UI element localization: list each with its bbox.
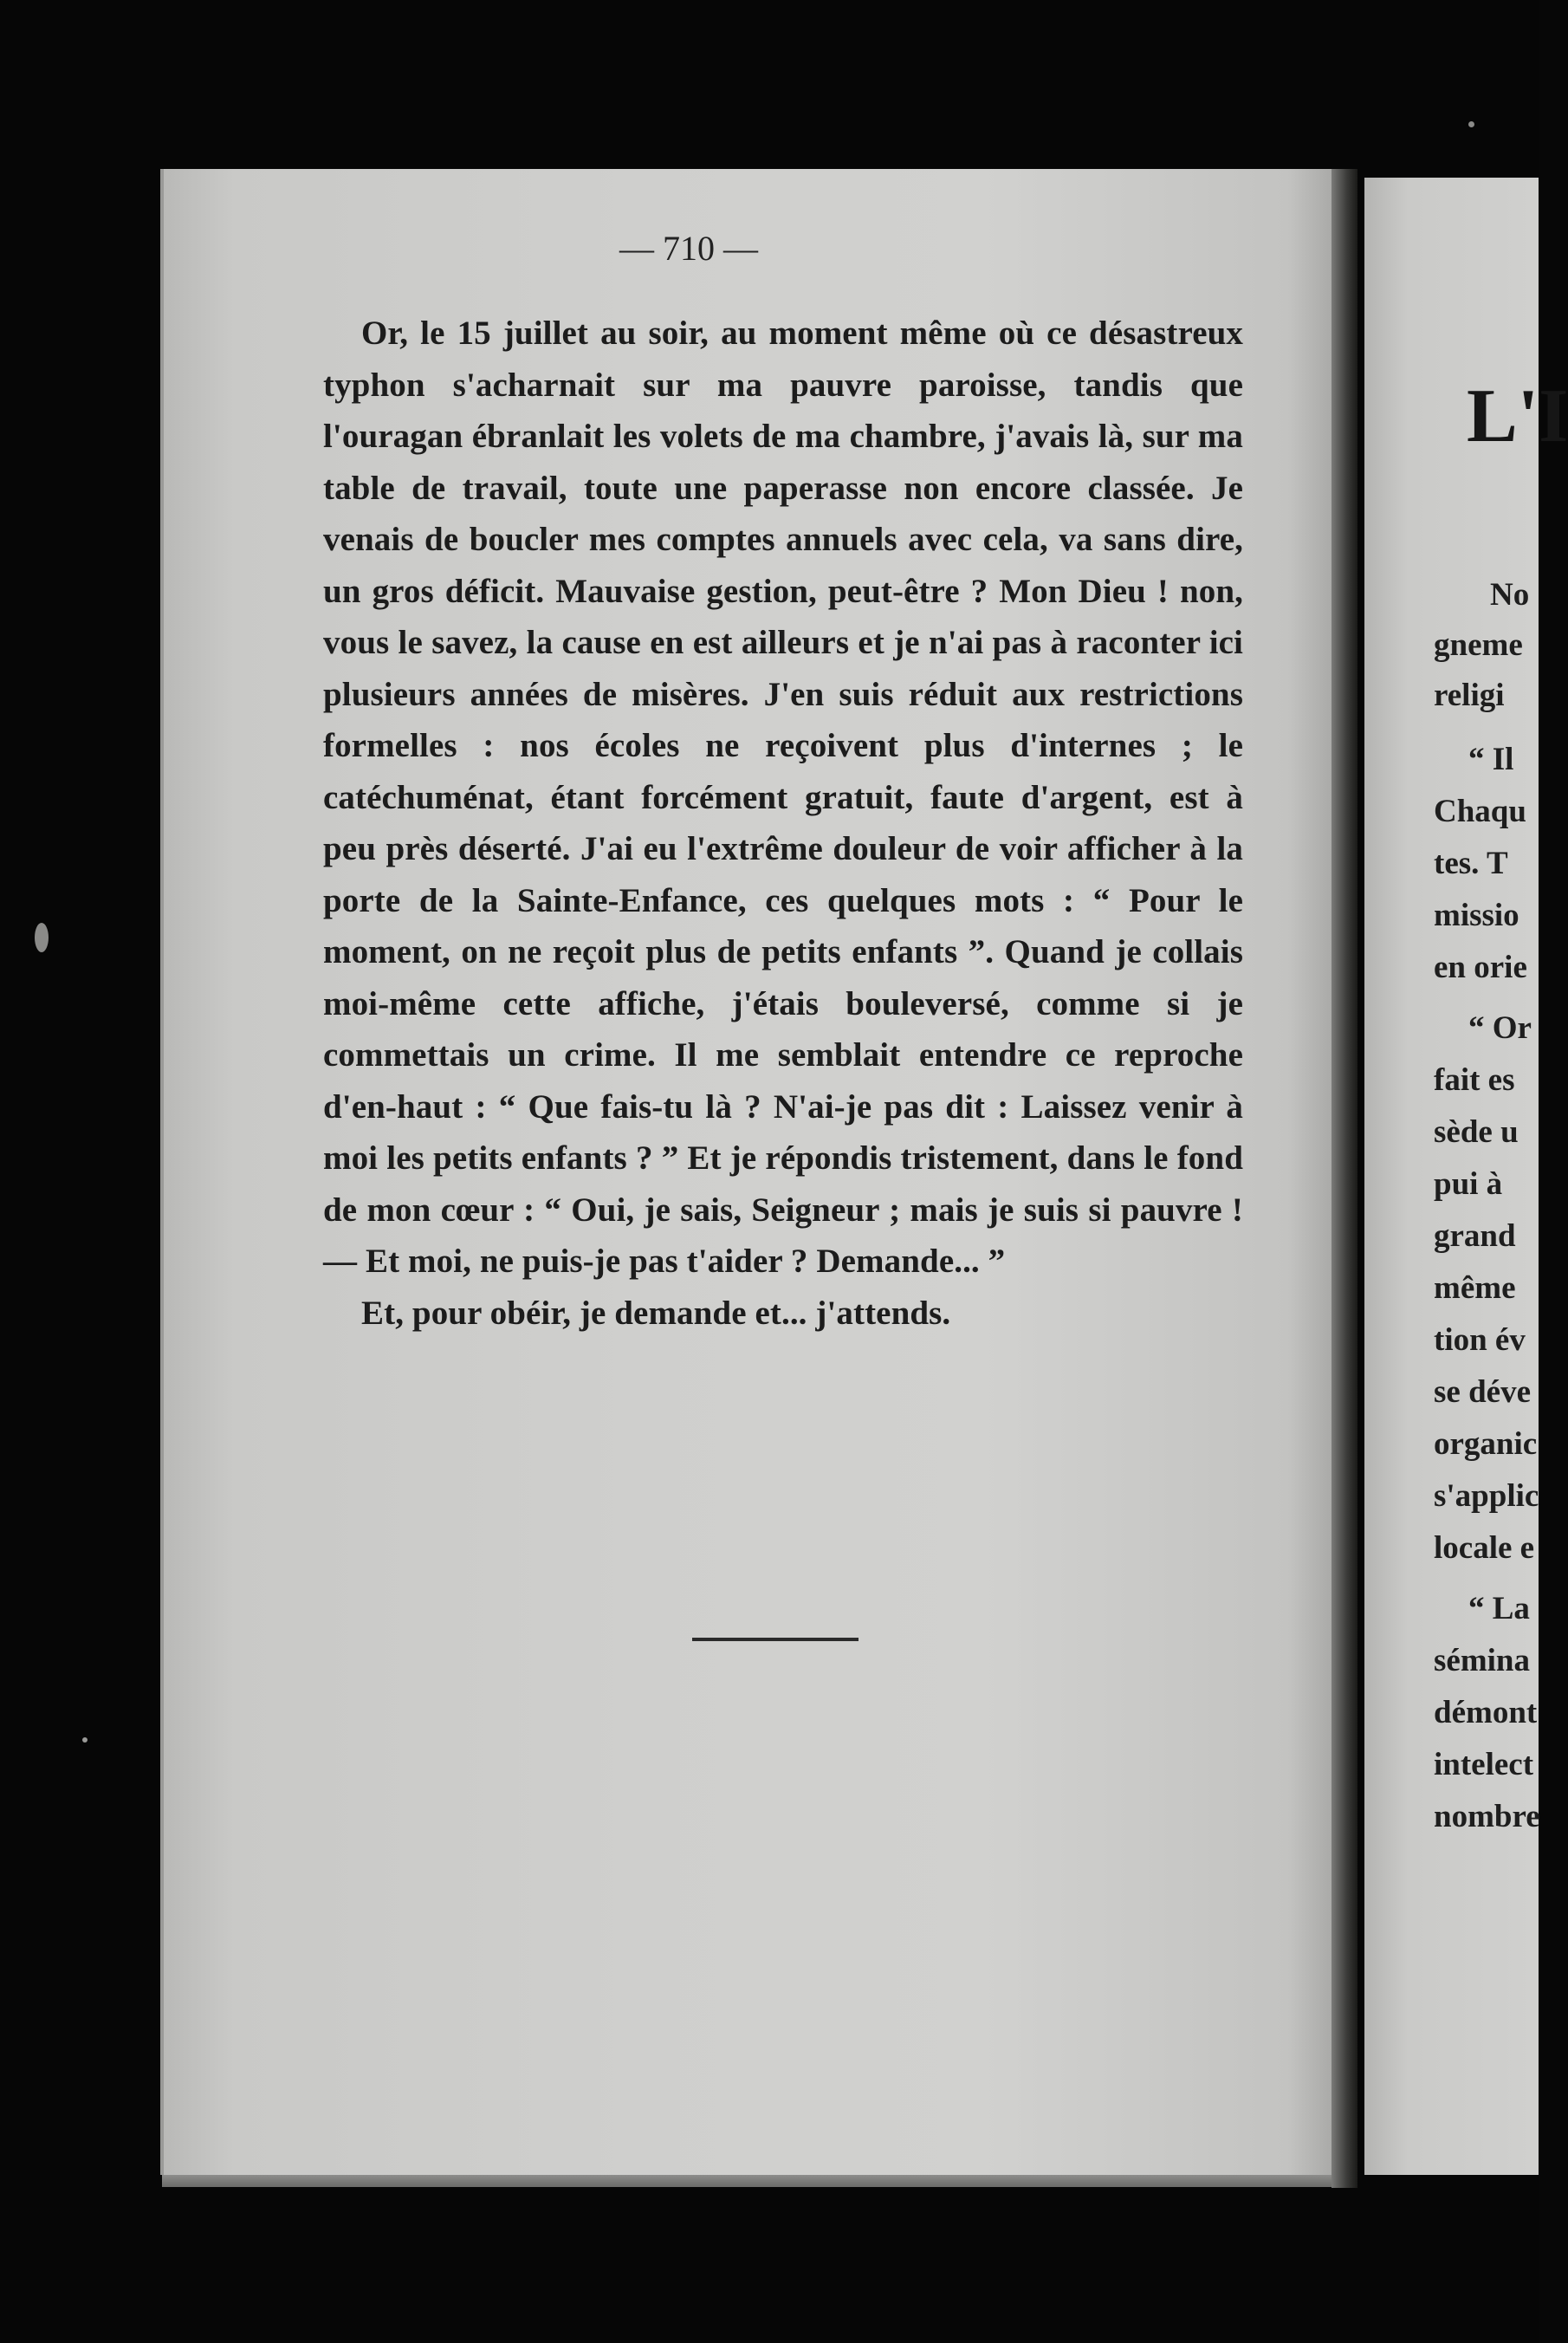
right-line: “ Il xyxy=(1468,742,1514,777)
paragraph-2: Et, pour obéir, je demande et... j'attends. xyxy=(361,1294,951,1332)
scan-artifact xyxy=(1468,121,1474,127)
right-line: Chaqu xyxy=(1434,794,1526,829)
book-gutter xyxy=(1332,169,1357,2188)
right-line: même xyxy=(1434,1270,1516,1306)
right-line: pui à xyxy=(1434,1166,1503,1202)
right-line: démont xyxy=(1434,1695,1538,1730)
left-page xyxy=(160,169,1335,2175)
right-page-title-fragment: L'I xyxy=(1467,374,1568,458)
body-text xyxy=(323,308,1243,1339)
page-number: — 710 — xyxy=(619,229,758,268)
right-line: “ La xyxy=(1468,1591,1530,1626)
right-line: sémina xyxy=(1434,1643,1530,1678)
right-line: grand xyxy=(1434,1218,1516,1254)
right-line: gneme xyxy=(1434,627,1523,663)
right-line: intelect xyxy=(1434,1747,1534,1782)
right-line: No xyxy=(1490,577,1530,613)
right-line: se déve xyxy=(1434,1374,1531,1410)
right-page-fragment xyxy=(1364,178,1568,2175)
right-line: tes. T xyxy=(1434,846,1508,881)
right-line: nombre xyxy=(1434,1799,1540,1834)
end-rule xyxy=(692,1638,859,1641)
scan-artifact xyxy=(35,923,49,952)
paragraph-1: Or, le 15 juillet au soir, au moment même où ce désastreux typhon s'acharnait sur ma pauvre paroisse, tandis que l'ouragan ébranlait les volets de ma chambre, j'avais là, sur ma table de travail, toute une paperasse non encore classée. Je venais de boucler mes comptes annuels avec cela, va sans dire, un gros déficit. Mauvaise gestion, peut-être ? Mon Dieu ! non, vous le savez, la cause en est ailleurs et je n'ai pas à raconter ici plusieurs années de misères. J'en suis réduit aux restrictions formelles : nos écoles ne reçoivent plus d'internes ; le catéchuménat, étant forcément gratuit, faute d'argent, est à peu près déserté. J'ai eu l'extrême douleur de voir afficher à la porte de la Sainte-Enfance, ces quelques mots : “ Pour le moment, on ne reçoit plus de petits enfants ”. Quand je collais moi-même cette affiche, j'étais bouleversé, comme si je commettais un crime. Il me semblait entendre ce reproche d'en-haut : “ Que fais-tu là ? N'ai-je pas dit : Laissez venir à moi les petits enfants ? ” Et je répondis tristement, dans le fond de mon cœur : “ Oui, je sais, Seigneur ; mais je suis si pauvre ! — Et moi, ne puis-je pas t'aider ? Demande... ” xyxy=(323,315,1243,1280)
right-line: s'applic xyxy=(1434,1478,1539,1514)
right-line: tion év xyxy=(1434,1322,1526,1358)
scan-artifact xyxy=(82,1737,87,1743)
right-line: en orie xyxy=(1434,950,1527,985)
right-line: organic xyxy=(1434,1426,1538,1462)
right-line: sède u xyxy=(1434,1114,1519,1150)
right-line: locale e xyxy=(1434,1530,1535,1566)
right-line: fait es xyxy=(1434,1062,1515,1098)
right-line: “ Or xyxy=(1468,1010,1532,1046)
right-line: missio xyxy=(1434,898,1519,933)
right-line: religi xyxy=(1434,678,1505,713)
